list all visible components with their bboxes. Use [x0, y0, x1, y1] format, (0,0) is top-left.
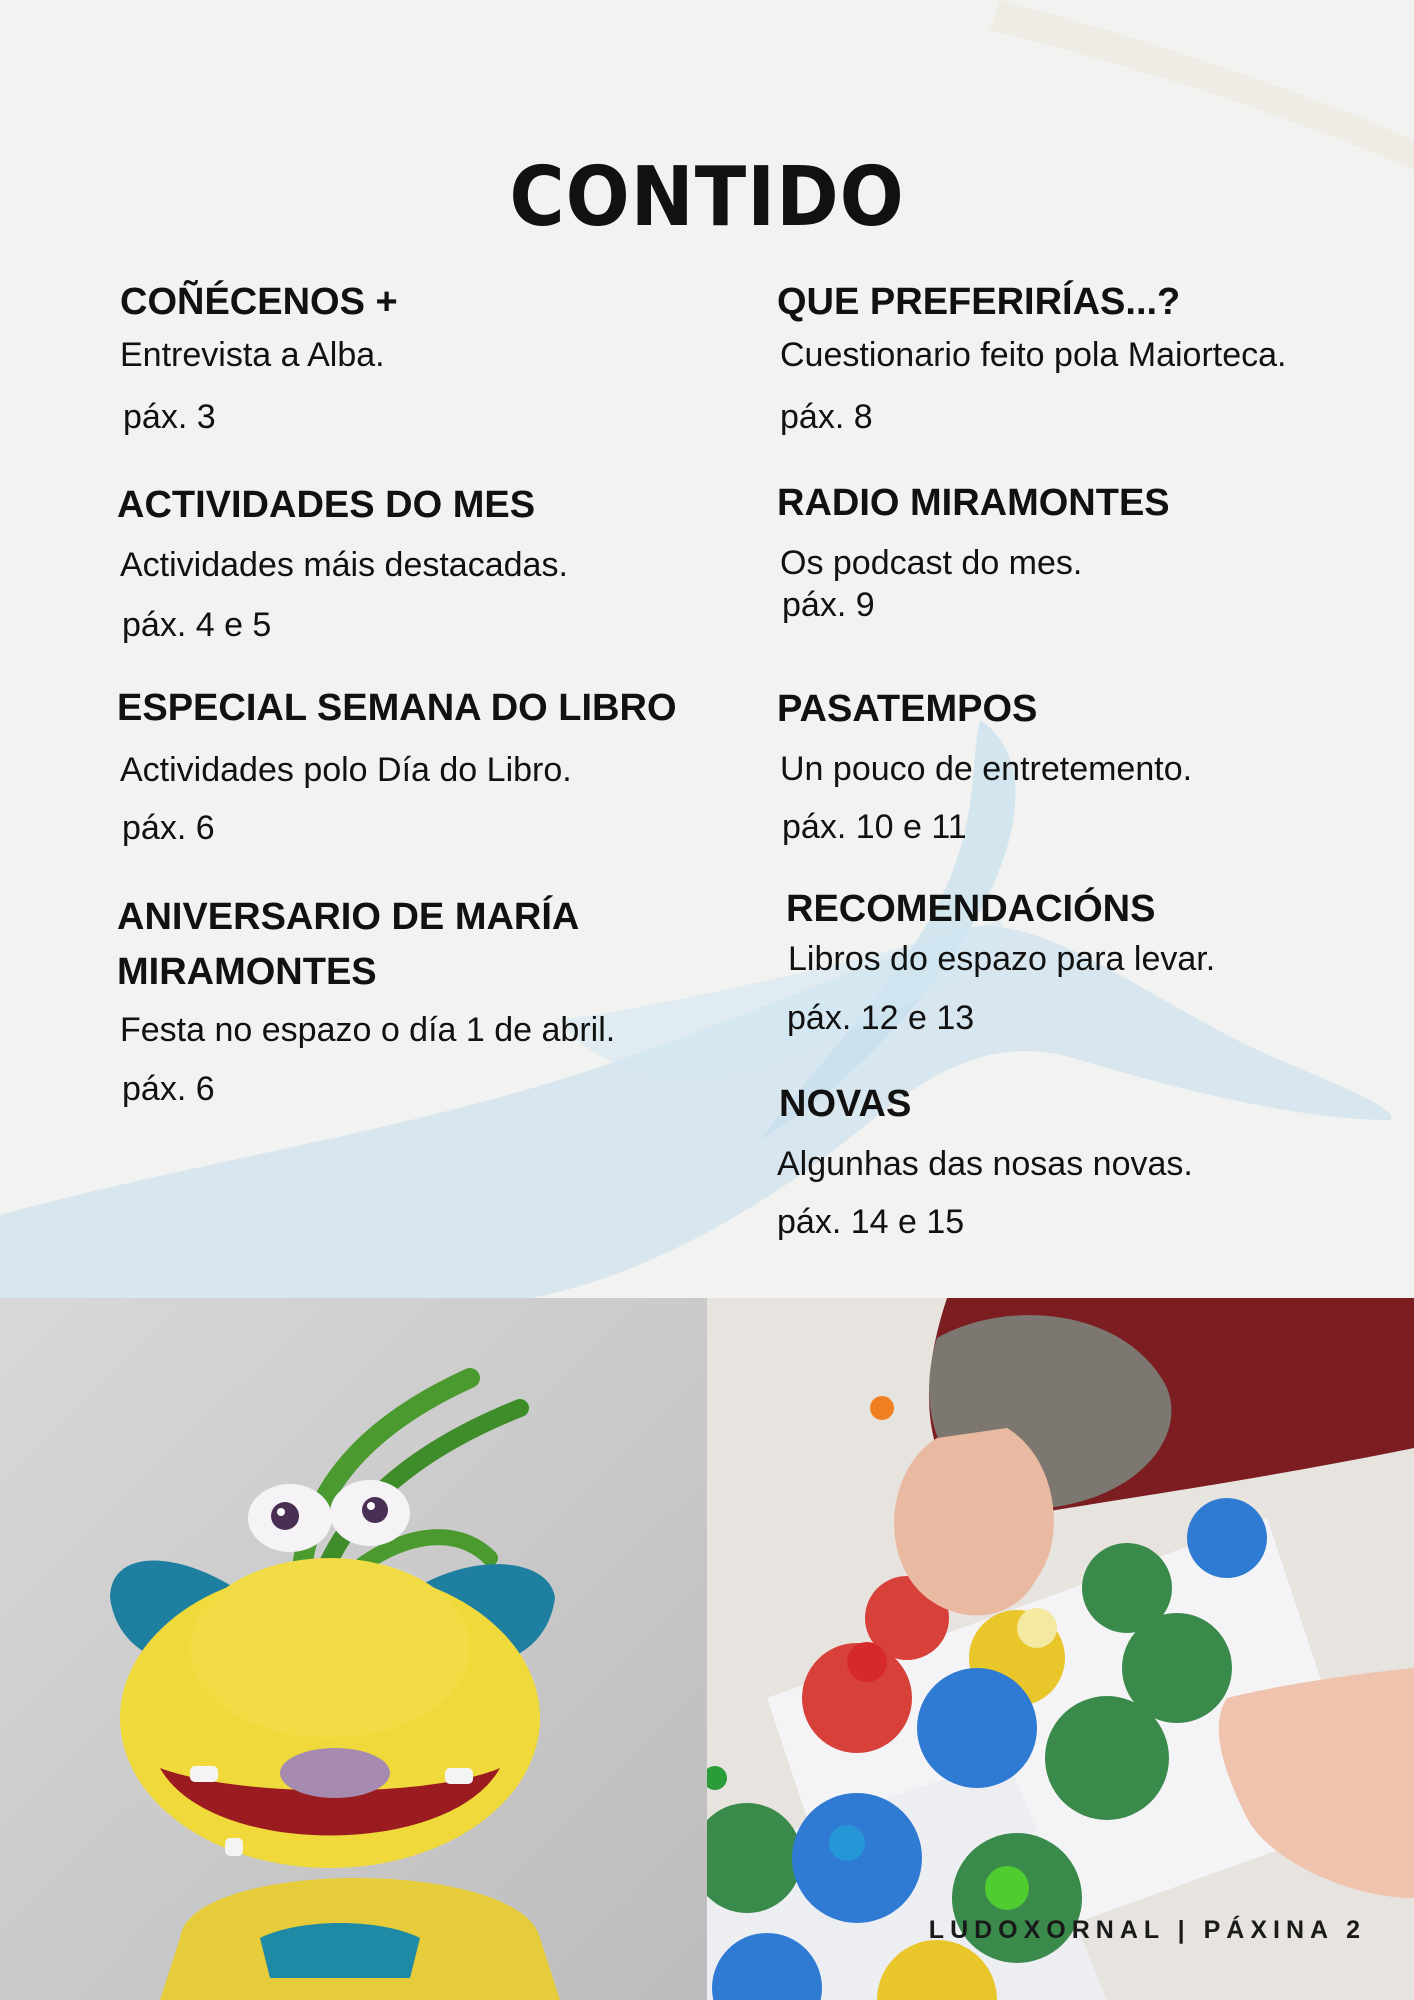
toc-page: páx. 14 e 15 [777, 1203, 965, 1241]
toc-entry-pasatempos [777, 682, 1192, 847]
toc-page: páx. 10 e 11 [782, 808, 967, 846]
toc-description: Actividades polo Día do Libro. [120, 751, 572, 789]
toc-heading: ACTIVIDADES DO MES [117, 484, 536, 526]
toc-entry-actividades [117, 478, 568, 645]
toc-page: páx. 8 [780, 398, 873, 436]
toc-entry-que-preferirias [777, 275, 1287, 437]
toc-description: Os podcast do mes. [780, 544, 1083, 582]
toc-heading: RADIO MIRAMONTES [777, 482, 1170, 524]
toc-description: Actividades máis destacadas. [120, 546, 568, 584]
toc-entry-recomendacions [786, 882, 1215, 1038]
toc-heading: ANIVERSARIO DE MARÍA [117, 896, 580, 938]
toc-entry-radio [777, 476, 1170, 625]
toc-page: páx. 6 [122, 809, 215, 847]
puppet-photo [0, 1298, 707, 2000]
toc-page: páx. 12 e 13 [787, 999, 975, 1037]
page-title: CONTIDO [509, 150, 905, 245]
toc-entry-novas [779, 1077, 1193, 1242]
toc-description: Libros do espazo para levar. [788, 940, 1216, 978]
toc-heading: NOVAS [779, 1083, 912, 1125]
toc-description: Cuestionario feito pola Maiorteca. [780, 336, 1287, 374]
toc-heading-line2: MIRAMONTES [117, 951, 377, 993]
toc-page: páx. 6 [122, 1070, 215, 1108]
toc-entry-conecenos [120, 275, 398, 437]
toc-heading: PASATEMPOS [777, 688, 1038, 730]
toc-description: Festa no espazo o día 1 de abril. [120, 1011, 616, 1049]
toc-page: páx. 9 [782, 586, 875, 624]
toc-page: páx. 3 [123, 398, 216, 436]
toc-heading: COÑÉCENOS + [120, 281, 398, 323]
toc-entry-aniversario [117, 890, 615, 1109]
toc-description: Un pouco de entretemento. [780, 750, 1193, 788]
toc-description: Algunhas das nosas novas. [777, 1145, 1193, 1183]
toc-heading: QUE PREFERIRÍAS...? [777, 281, 1181, 323]
toc-heading: RECOMENDACIÓNS [786, 888, 1156, 930]
footer-page-label: LUDOXORNAL | PÁXINA 2 [928, 1916, 1366, 1944]
child-game-photo [707, 1298, 1414, 2000]
toc-heading: ESPECIAL SEMANA DO LIBRO [117, 687, 677, 729]
toc-page: páx. 4 e 5 [122, 606, 272, 644]
toc-description: Entrevista a Alba. [120, 336, 385, 374]
toc-entry-semana-libro [117, 681, 677, 848]
